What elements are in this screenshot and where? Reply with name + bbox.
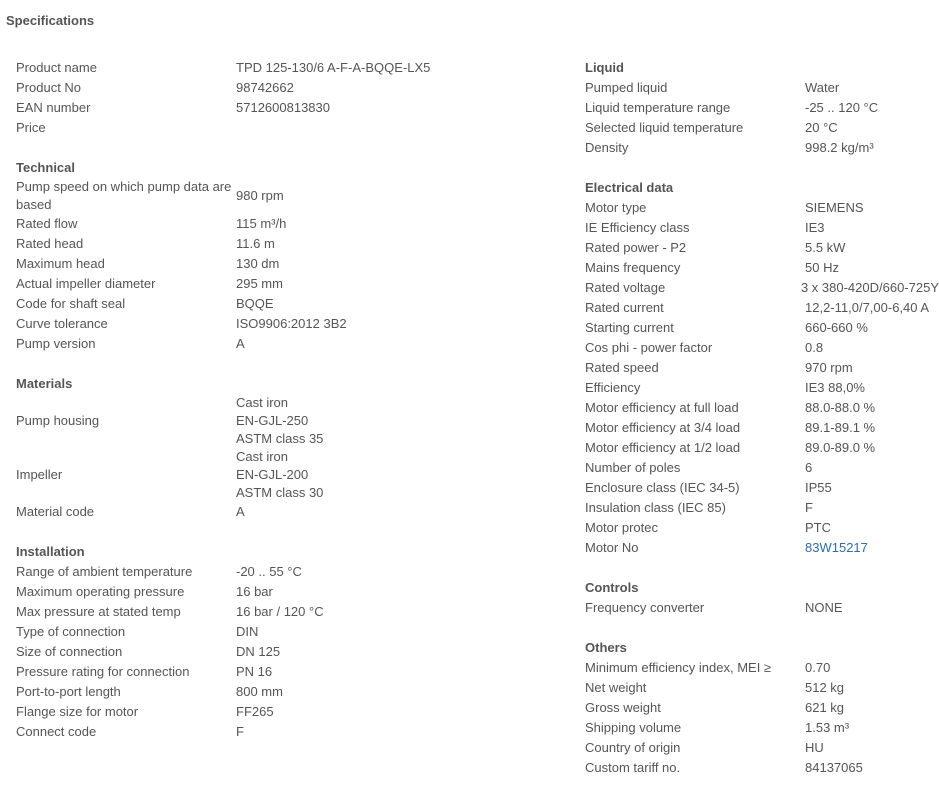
spec-value xyxy=(236,563,302,581)
spec-value-line: 115 m³/h xyxy=(236,216,287,231)
spec-value-line: IE3 88,0% xyxy=(805,380,865,395)
spec-row-mains-frequency xyxy=(585,258,939,278)
spec-row-ean-number xyxy=(16,98,556,118)
spec-value-line: 12,2-11,0/7,00-6,40 A xyxy=(805,300,930,315)
page-title: Specifications xyxy=(6,13,95,28)
section-others xyxy=(585,638,939,778)
spec-label: Shipping volume xyxy=(585,720,682,735)
spec-row-pumped-liquid xyxy=(585,78,939,98)
spec-value xyxy=(236,215,286,233)
section-installation xyxy=(16,542,556,742)
spec-row-maximum-operating-pressure xyxy=(16,582,556,602)
spec-row-shipping-volume xyxy=(585,718,939,738)
spec-value xyxy=(805,359,853,377)
spec-value-line: 621 kg xyxy=(805,700,845,715)
section-heading: Materials xyxy=(16,376,73,391)
spec-row-net-weight xyxy=(585,678,939,698)
spec-value-line: PN 16 xyxy=(236,664,273,679)
spec-value-line: 0.70 xyxy=(805,660,831,675)
spec-row-country-of-origin xyxy=(585,738,939,758)
spec-value xyxy=(236,643,280,661)
spec-row-impeller xyxy=(16,448,556,502)
spec-value-line: PTC xyxy=(805,520,831,535)
spec-row-actual-impeller-diameter xyxy=(16,274,556,294)
spec-value-line: 660-660 % xyxy=(805,320,868,335)
spec-value-line: IE3 xyxy=(805,220,825,235)
spec-value xyxy=(236,275,283,293)
spec-value xyxy=(805,679,844,697)
spec-value-line: 6 xyxy=(805,460,813,475)
spec-row-price xyxy=(16,118,556,138)
spec-value xyxy=(805,459,812,477)
spec-value-line: 5712600813830 xyxy=(236,100,330,115)
spec-value-line: 800 mm xyxy=(236,684,283,699)
spec-row-rated-flow xyxy=(16,214,556,234)
spec-value xyxy=(805,339,823,357)
spec-label: Rated speed xyxy=(585,360,659,375)
spec-value-line: IP55 xyxy=(805,480,832,495)
spec-value xyxy=(805,419,875,437)
spec-value xyxy=(236,235,275,253)
spec-value-line: ISO9906:2012 3B2 xyxy=(236,316,347,331)
spec-row-size-of-connection xyxy=(16,642,556,662)
spec-value-line: Cast iron xyxy=(236,395,289,410)
spec-value xyxy=(805,199,864,217)
spec-label: Pump housing xyxy=(16,413,100,428)
spec-value xyxy=(236,683,283,701)
spec-row-rated-voltage xyxy=(585,278,939,298)
spec-label: Insulation class (IEC 85) xyxy=(585,500,726,515)
section-heading: Liquid xyxy=(585,60,624,75)
spec-label: EAN number xyxy=(16,100,91,115)
section-technical xyxy=(16,158,556,354)
spec-value xyxy=(805,759,863,777)
spec-value-line: 16 bar / 120 °C xyxy=(236,604,324,619)
spec-value xyxy=(236,255,279,273)
spec-label: Material code xyxy=(16,504,95,519)
spec-row-custom-tariff-no xyxy=(585,758,939,778)
spec-label: Code for shaft seal xyxy=(16,296,126,311)
spec-row-motor-no xyxy=(585,538,939,558)
spec-row-gross-weight xyxy=(585,698,939,718)
spec-row-max-pressure-at-stated-temp xyxy=(16,602,556,622)
spec-value xyxy=(236,394,323,448)
spec-value xyxy=(805,299,929,317)
spec-value-line: 5.5 kW xyxy=(805,240,846,255)
spec-value-line: ASTM class 35 xyxy=(236,431,324,446)
spec-row-motor-protec xyxy=(585,518,939,538)
spec-label: Enclosure class (IEC 34-5) xyxy=(585,480,740,495)
spec-value-line: -25 .. 120 °C xyxy=(805,100,879,115)
left-column xyxy=(16,58,556,762)
spec-label: Maximum operating pressure xyxy=(16,584,185,599)
spec-value xyxy=(236,623,258,641)
spec-value-line: 970 rpm xyxy=(805,360,853,375)
spec-value xyxy=(805,599,843,617)
spec-row-ie-efficiency-class xyxy=(585,218,939,238)
spec-label: Selected liquid temperature xyxy=(585,120,744,135)
spec-value-line: 16 bar xyxy=(236,584,273,599)
section-heading: Installation xyxy=(16,544,85,559)
spec-label: Type of connection xyxy=(16,624,126,639)
spec-label: Price xyxy=(16,120,46,135)
spec-label: Rated power - P2 xyxy=(585,240,687,255)
spec-value xyxy=(236,703,274,721)
spec-value-line: 0.8 xyxy=(805,340,824,355)
spec-value xyxy=(805,79,839,97)
section-heading: Others xyxy=(585,640,627,655)
right-column xyxy=(585,58,939,798)
spec-row-selected-liquid-temperature xyxy=(585,118,939,138)
spec-label: Frequency converter xyxy=(585,600,705,615)
spec-value xyxy=(805,479,832,497)
spec-row-port-to-port-length xyxy=(16,682,556,702)
motor-no-link[interactable]: 83W15217 xyxy=(805,540,868,555)
spec-row-product-no xyxy=(16,78,556,98)
section-heading: Electrical data xyxy=(585,180,674,195)
spec-value xyxy=(236,583,273,601)
spec-label: Port-to-port length xyxy=(16,684,121,699)
spec-label: Flange size for motor xyxy=(16,704,139,719)
spec-row-rated-current xyxy=(585,298,939,318)
spec-label: Motor No xyxy=(585,540,639,555)
spec-value xyxy=(805,319,868,337)
spec-label: Pumped liquid xyxy=(585,80,668,95)
spec-value-line: NONE xyxy=(805,600,843,615)
spec-label: Minimum efficiency index, MEI ≥ xyxy=(585,660,772,675)
spec-row-rated-speed xyxy=(585,358,939,378)
spec-label: Motor protec xyxy=(585,520,658,535)
section-materials xyxy=(16,374,556,522)
spec-value-line: A xyxy=(236,336,245,351)
spec-label: Pressure rating for connection xyxy=(16,664,190,679)
spec-row-minimum-efficiency-index-mei xyxy=(585,658,939,678)
spec-value-line: F xyxy=(805,500,813,515)
spec-value-line: HU xyxy=(805,740,824,755)
spec-value xyxy=(805,99,878,117)
spec-value xyxy=(236,663,272,681)
spec-label: Gross weight xyxy=(585,700,661,715)
spec-value-line: 20 °C xyxy=(805,120,838,135)
spec-label: Rated head xyxy=(16,236,84,251)
spec-value xyxy=(236,503,245,521)
spec-value xyxy=(236,603,324,621)
spec-value-line: 512 kg xyxy=(805,680,845,695)
spec-row-starting-current xyxy=(585,318,939,338)
spec-row-cos-phi-power-factor xyxy=(585,338,939,358)
spec-label: Motor type xyxy=(585,200,647,215)
spec-value xyxy=(805,219,825,237)
spec-label: Rated current xyxy=(585,300,664,315)
spec-value xyxy=(236,187,284,205)
spec-row-code-for-shaft-seal xyxy=(16,294,556,314)
spec-value xyxy=(805,719,849,737)
spec-row-motor-type xyxy=(585,198,939,218)
spec-label: Maximum head xyxy=(16,256,105,271)
spec-value xyxy=(236,99,330,117)
spec-value-line: 130 dm xyxy=(236,256,280,271)
spec-value xyxy=(805,699,844,717)
spec-label: Number of poles xyxy=(585,460,681,475)
section-electrical-data xyxy=(585,178,939,558)
spec-value-line: 1.53 m³ xyxy=(805,720,850,735)
spec-label: Pump speed on which pump data are based xyxy=(16,179,232,212)
spec-label: Pump version xyxy=(16,336,96,351)
spec-label: Connect code xyxy=(16,724,97,739)
spec-label: Motor efficiency at 3/4 load xyxy=(585,420,741,435)
spec-value-line: BQQE xyxy=(236,296,274,311)
spec-label: Rated voltage xyxy=(585,280,666,295)
spec-label: Impeller xyxy=(16,467,63,482)
section-heading: Controls xyxy=(585,580,639,595)
spec-row-product-name xyxy=(16,58,556,78)
spec-label: Curve tolerance xyxy=(16,316,108,331)
spec-value xyxy=(805,739,824,757)
spec-value-line: -20 .. 55 °C xyxy=(236,564,302,579)
spec-value-line: FF265 xyxy=(236,704,274,719)
spec-value-line: 11.6 m xyxy=(236,236,275,251)
spec-label: Liquid temperature range xyxy=(585,100,731,115)
spec-value xyxy=(805,399,875,417)
spec-row-liquid-temperature-range xyxy=(585,98,939,118)
spec-label: Density xyxy=(585,140,629,155)
spec-row-maximum-head xyxy=(16,254,556,274)
spec-value xyxy=(236,79,294,97)
spec-label: Rated flow xyxy=(16,216,78,231)
section-product xyxy=(16,58,556,138)
spec-value xyxy=(236,448,323,502)
spec-row-flange-size-for-motor xyxy=(16,702,556,722)
spec-label: Cos phi - power factor xyxy=(585,340,713,355)
spec-label: Product No xyxy=(16,80,82,95)
spec-row-material-code xyxy=(16,502,556,522)
spec-row-number-of-poles xyxy=(585,458,939,478)
spec-value-line: 88.0-88.0 % xyxy=(805,400,876,415)
spec-value-line: F xyxy=(236,724,244,739)
spec-value-line: Water xyxy=(805,80,840,95)
spec-value-line: SIEMENS xyxy=(805,200,864,215)
spec-label: Max pressure at stated temp xyxy=(16,604,181,619)
spec-label: IE Efficiency class xyxy=(585,220,690,235)
spec-row-density xyxy=(585,138,939,158)
spec-value-line: 998.2 kg/m³ xyxy=(805,140,874,155)
spec-row-enclosure-class-iec-34-5 xyxy=(585,478,939,498)
spec-row-connect-code xyxy=(16,722,556,742)
spec-value-line: ASTM class 30 xyxy=(236,485,324,500)
spec-row-pump-housing xyxy=(16,394,556,448)
spec-label: Actual impeller diameter xyxy=(16,276,156,291)
spec-value-line: DN 125 xyxy=(236,644,281,659)
spec-label: Starting current xyxy=(585,320,674,335)
spec-value-line: DIN xyxy=(236,624,259,639)
spec-row-motor-efficiency-at-full-load xyxy=(585,398,939,418)
spec-label: Range of ambient temperature xyxy=(16,564,193,579)
spec-row-pump-speed-on-which-pump-data-are-based xyxy=(16,178,556,214)
spec-row-insulation-class-iec-85 xyxy=(585,498,939,518)
spec-value-line: A xyxy=(236,504,245,519)
spec-value xyxy=(805,239,845,257)
spec-row-rated-power-p2 xyxy=(585,238,939,258)
spec-value xyxy=(805,119,838,137)
spec-value xyxy=(236,315,347,333)
spec-label: Mains frequency xyxy=(585,260,681,275)
spec-label: Net weight xyxy=(585,680,647,695)
spec-value-line: 3 x 380-420D/660-725Y xyxy=(800,280,939,295)
spec-row-motor-efficiency-at-1-2-load xyxy=(585,438,939,458)
spec-label: Country of origin xyxy=(585,740,681,755)
spec-label: Efficiency xyxy=(585,380,641,395)
spec-value xyxy=(236,295,274,313)
spec-label: Motor efficiency at full load xyxy=(585,400,739,415)
spec-row-frequency-converter xyxy=(585,598,939,618)
spec-label: Motor efficiency at 1/2 load xyxy=(585,440,741,455)
spec-label: Size of connection xyxy=(16,644,123,659)
spec-value xyxy=(805,519,831,537)
spec-value xyxy=(805,439,875,457)
spec-value xyxy=(236,59,430,77)
spec-value xyxy=(805,659,830,677)
spec-row-motor-efficiency-at-3-4-load xyxy=(585,418,939,438)
spec-value xyxy=(805,499,813,517)
spec-row-rated-head xyxy=(16,234,556,254)
spec-value-line: 98742662 xyxy=(236,80,294,95)
spec-value-line: TPD 125-130/6 A-F-A-BQQE-LX5 xyxy=(236,60,431,75)
spec-value xyxy=(805,139,874,157)
spec-value-line: 980 rpm xyxy=(236,188,284,203)
spec-value xyxy=(236,335,245,353)
section-controls xyxy=(585,578,939,618)
spec-label: Product name xyxy=(16,60,97,75)
spec-value-line: 89.0-89.0 % xyxy=(805,440,876,455)
spec-value xyxy=(805,259,839,277)
spec-value-line: 84137065 xyxy=(805,760,863,775)
spec-row-type-of-connection xyxy=(16,622,556,642)
spec-value xyxy=(236,723,244,741)
spec-value xyxy=(805,379,865,397)
spec-row-pressure-rating-for-connection xyxy=(16,662,556,682)
section-liquid xyxy=(585,58,939,158)
spec-row-range-of-ambient-temperature xyxy=(16,562,556,582)
spec-row-pump-version xyxy=(16,334,556,354)
spec-row-curve-tolerance xyxy=(16,314,556,334)
spec-value-line: 295 mm xyxy=(236,276,283,291)
spec-value-line: Cast iron xyxy=(236,449,289,464)
spec-label: Custom tariff no. xyxy=(585,760,681,775)
spec-value xyxy=(801,279,939,297)
spec-value-line: EN-GJL-250 xyxy=(236,413,309,428)
section-heading: Technical xyxy=(16,160,76,175)
spec-value-line: EN-GJL-200 xyxy=(236,467,309,482)
spec-value-line: 89.1-89.1 % xyxy=(805,420,876,435)
spec-value xyxy=(805,539,868,557)
spec-value-line: 50 Hz xyxy=(805,260,839,275)
spec-row-efficiency xyxy=(585,378,939,398)
